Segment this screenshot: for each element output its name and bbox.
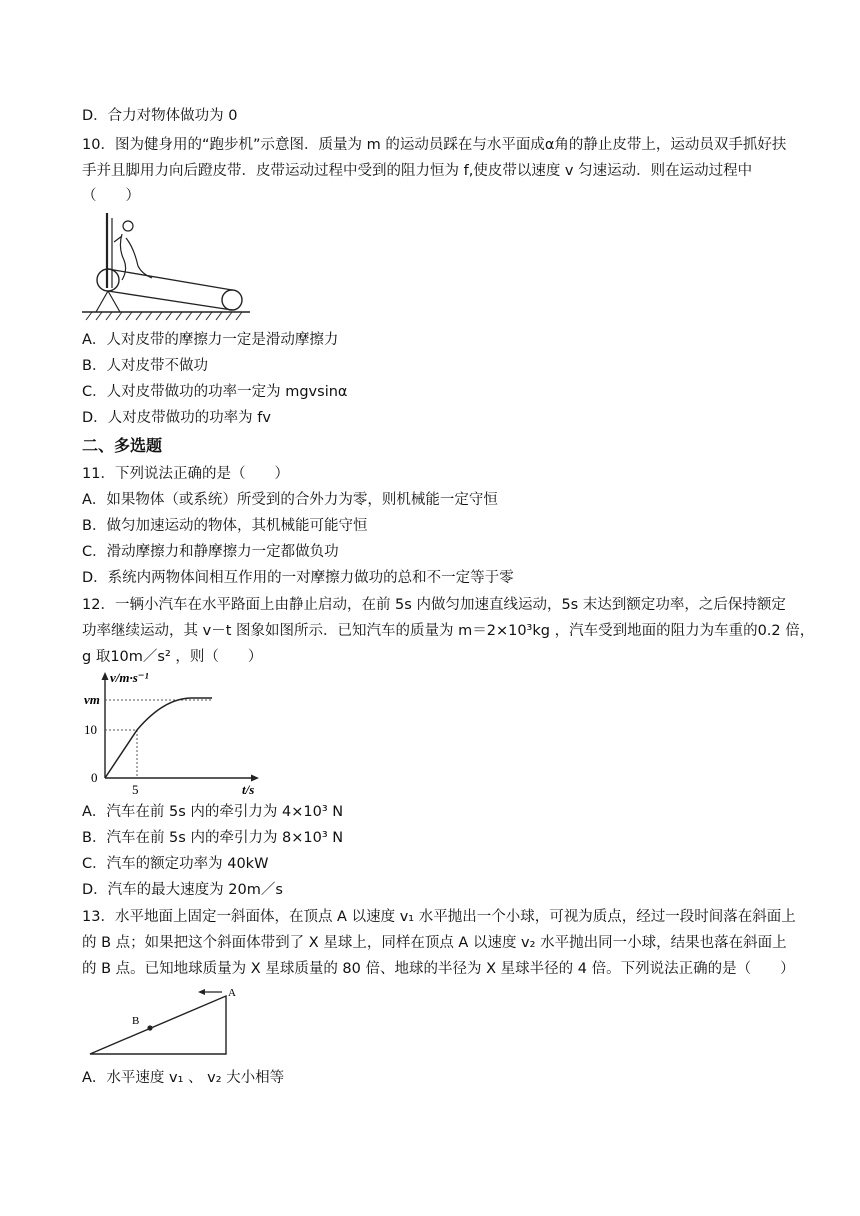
vt-graph — [82, 670, 262, 800]
q13-stem-line1: 13．水平地面上固定一斜面体，在顶点 A 以速度 v₁ 水平抛出一个小球，可视为质点，经过一段时间落在斜面上 — [82, 909, 796, 925]
q10-option-d: D．人对皮带做功的功率为 fv — [82, 410, 271, 426]
q10-stem-line2: 手并且脚用力向后蹬皮带．皮带运动过程中受到的阻力恒为 f,使皮带以速度 v 匀速运动．则在运动过程中 — [82, 163, 753, 179]
q13-stem-line3: 的 B 点。已知地球质量为 X 星球质量的 80 倍、地球的半径为 X 星球半径的 4 倍。下列说法正确的是（ ） — [82, 961, 795, 977]
q10-stem-line1: 10．图为健身用的“跑步机”示意图．质量为 m 的运动员踩在与水平面成α角的静止皮带上，运动员双手抓好扶 — [82, 137, 787, 153]
x-axis-arrow — [251, 775, 259, 782]
label-b: B — [132, 1015, 140, 1027]
q12-option-c: C．汽车的额定功率为 40kW — [82, 856, 269, 872]
q12-stem-line3: g 取10m／s² ，则（ ） — [82, 649, 263, 665]
q11-option-a: A．如果物体（或系统）所受到的合外力为零，则机械能一定守恒 — [82, 492, 498, 508]
q10-option-a: A．人对皮带的摩擦力一定是滑动摩擦力 — [82, 332, 339, 348]
q10-option-c: C．人对皮带做功的功率一定为 mgvsinα — [82, 384, 348, 400]
q13-stem-line2: 的 B 点；如果把这个斜面体带到了 X 星球上，同样在顶点 A 以速度 v₂ 水平抛出同一小球，结果也落在斜面上 — [82, 935, 787, 951]
incline-triangle — [90, 996, 226, 1054]
x-tick-5: 5 — [132, 782, 139, 797]
q12-option-b: B．汽车在前 5s 内的牵引力为 8×10³ N — [82, 830, 344, 846]
q11-option-b: B．做匀加速运动的物体，其机械能可能守恒 — [82, 518, 368, 534]
q12-option-d: D．汽车的最大速度为 20m／s — [82, 882, 283, 898]
q11-option-d: D．系统内两物体间相互作用的一对摩擦力做功的总和不一定等于零 — [82, 570, 514, 586]
section-heading: 二、多选题 — [82, 436, 163, 455]
q9-option-d: D．合力对物体做功为 0 — [82, 108, 238, 124]
q11-option-c: C．滑动摩擦力和静摩擦力一定都做负功 — [82, 544, 339, 560]
velocity-curve — [105, 698, 212, 778]
q11-stem: 11．下列说法正确的是（ ） — [82, 466, 289, 482]
q13-option-a: A．水平速度 v₁ 、 v₂ 大小相等 — [82, 1070, 285, 1086]
treadmill-figure — [82, 208, 252, 323]
q10-option-b: B．人对皮带不做功 — [82, 358, 208, 374]
y-tick-10: 10 — [84, 722, 97, 737]
y-axis-label: v/m·s⁻¹ — [110, 670, 149, 685]
y-axis-arrow — [102, 672, 109, 680]
vm-label: vm — [84, 692, 100, 707]
x-axis-label: t/s — [242, 782, 255, 797]
q12-stem-line2: 功率继续运动，其 v－t 图象如图所示．已知汽车的质量为 m＝2×10³kg ，汽车受到地面的阻力为车重的0.2 倍， — [82, 623, 815, 639]
q12-stem-line1: 12．一辆小汽车在水平路面上由静止启动，在前 5s 内做匀加速直线运动，5s 末达到额定功率，之后保持额定 — [82, 597, 786, 613]
q12-option-a: A．汽车在前 5s 内的牵引力为 4×10³ N — [82, 804, 344, 820]
incline-figure — [86, 984, 246, 1060]
label-a: A — [228, 987, 236, 999]
origin-label: 0 — [91, 770, 98, 785]
point-b — [147, 1025, 152, 1030]
q10-answer-bracket: （ ） — [82, 188, 140, 204]
